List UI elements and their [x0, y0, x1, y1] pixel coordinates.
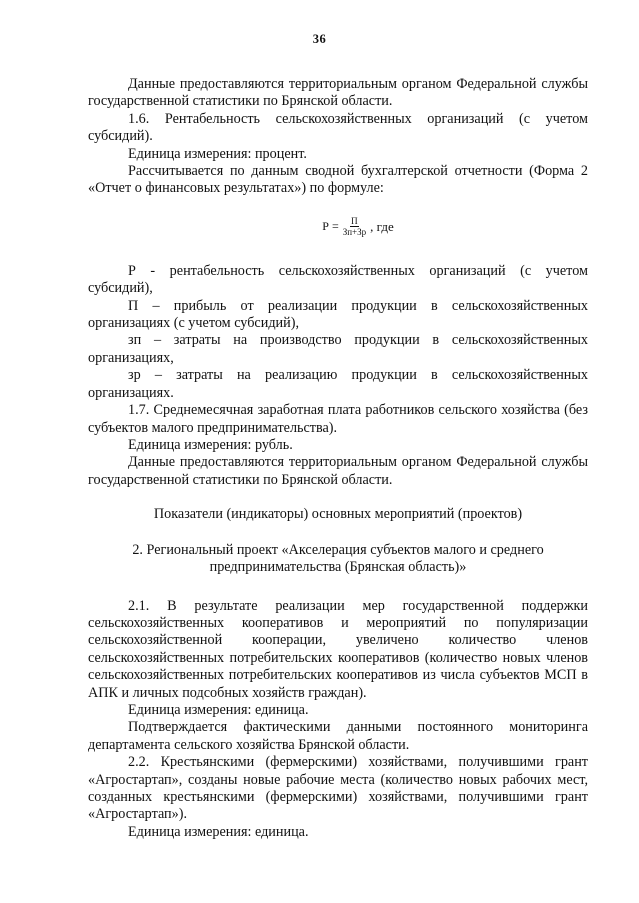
unit-of-measure: Единица измерения: единица. — [128, 701, 309, 718]
paragraph: Подтверждается фактическими данными постоянного мониторинга департамента сельского хозяйства Брянской области. — [88, 719, 588, 753]
definition-r: Р - рентабельность сельскохозяйственных организаций (с учетом субсидий), — [88, 262, 588, 297]
formula-suffix: , где — [370, 218, 394, 234]
section-heading: Показатели (индикаторы) основных мероприятий (проектов) — [153, 506, 523, 523]
section-1-7-title: 1.7. Среднемесячная заработная плата работников сельского хозяйства (без субъектов малого предпринимательства). — [88, 402, 588, 436]
unit-of-measure: Единица измерения: рубль. — [128, 436, 293, 453]
formula-lhs: Р = — [322, 218, 339, 233]
formula — [88, 216, 588, 237]
formula-fraction — [342, 216, 367, 237]
document-body — [88, 76, 588, 841]
definition-zr: зр – затраты на реализацию продукции в сельскохозяйственных организациях. — [88, 367, 588, 401]
formula-denominator: Зп+Зр — [342, 226, 367, 237]
paragraph: Рассчитывается по данным сводной бухгалтерской отчетности (Форма 2 «Отчет о финансовых результатах») по формуле: — [88, 163, 588, 197]
section-2-2-text: 2.2. Крестьянскими (фермерскими) хозяйствами, получившими грант «Агростартап», созданы новые рабочие места (количество новых рабочих мест, созданных крестьянскими (фермерскими) хозяйствами, получившими грант «Агростартап»). — [88, 754, 588, 823]
paragraph: Данные предоставляются территориальным органом Федеральной службы государственной статистики по Брянской области. — [88, 76, 588, 110]
formula-numerator: П — [351, 215, 358, 226]
section-2-1-text: 2.1. В результате реализации мер государственной поддержки сельскохозяйственных кооперативов и мероприятий по популяризации сельскохозяйственной кооперации, увеличено количество членов сельскохозяйственных потребительских кооперативов (количество новых членов сельскохозяйственных потребительских кооперативов из числа субъектов МСП в АПК и личных подсобных хозяйств граждан). — [88, 597, 588, 701]
definition-p: П – прибыль от реализации продукции в сельскохозяйственных организациях (с учетом субсидий), — [88, 297, 588, 332]
project-heading: 2. Региональный проект «Акселерация субъектов малого и среднего предпринимательства (Брянская область)» — [132, 541, 544, 575]
paragraph: Данные предоставляются территориальным органом Федеральной службы государственной статистики по Брянской области. — [88, 454, 588, 488]
page-number: 36 — [312, 32, 327, 46]
unit-of-measure: Единица измерения: процент. — [128, 145, 307, 162]
definition-zp: зп – затраты на производство продукции в сельскохозяйственных организациях, — [88, 332, 588, 366]
section-1-6-title: 1.6. Рентабельность сельскохозяйственных организаций (с учетом субсидий). — [88, 110, 588, 145]
unit-of-measure: Единица измерения: единица. — [128, 823, 309, 840]
